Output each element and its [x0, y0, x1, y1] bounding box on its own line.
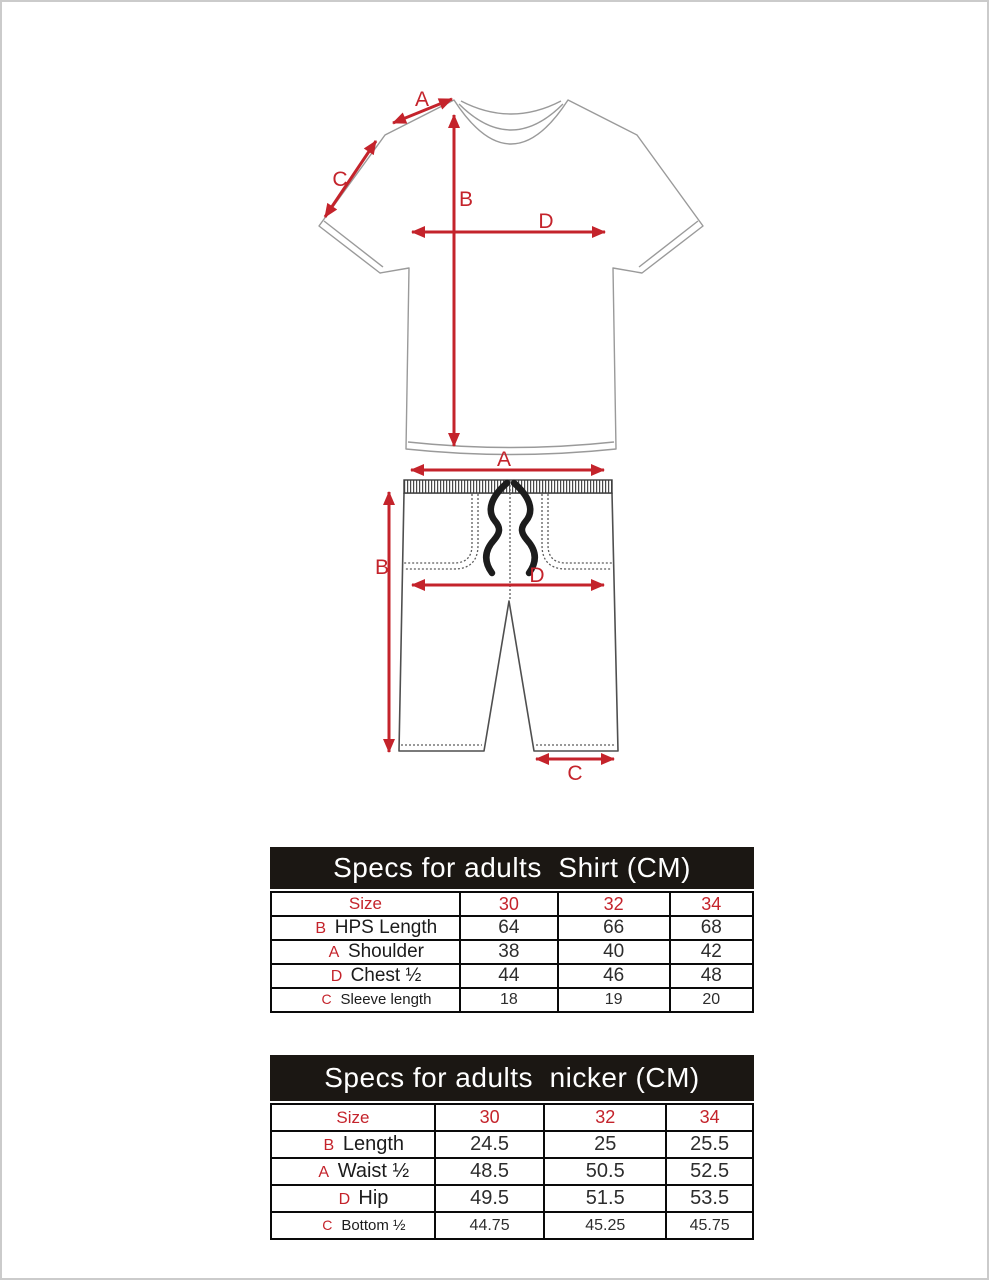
value-cell: 40: [558, 940, 670, 964]
measure-name: Waist ½: [337, 1160, 410, 1182]
table-row: [271, 1212, 753, 1239]
row-label-cell: [271, 1185, 435, 1212]
nicker-drawing: [399, 480, 618, 751]
value-cell: 24.5: [435, 1131, 544, 1158]
value-cell: 49.5: [435, 1185, 544, 1212]
value-cell: 42: [670, 940, 753, 964]
row-label-cell: [271, 916, 460, 940]
value-cell: 44: [460, 964, 558, 988]
value-cell: 25: [544, 1131, 666, 1158]
table-row: [271, 1104, 753, 1131]
measure-key: B: [315, 920, 327, 937]
shirt-label-b: B: [458, 188, 474, 211]
shirt-spec-table: [270, 847, 754, 1013]
value-cell: 38: [460, 940, 558, 964]
row-label-cell: [271, 940, 460, 964]
table-row: [271, 964, 753, 988]
nicker-spec-table: [270, 1055, 754, 1240]
table-row: [271, 916, 753, 940]
measure-key: B: [323, 1137, 335, 1154]
value-cell: 18: [460, 988, 558, 1012]
shirt-label-c: C: [332, 168, 348, 191]
measure-name: Sleeve length: [340, 991, 432, 1008]
shirt-table-title: Specs for adults Shirt (CM): [270, 847, 754, 889]
measure-key: C: [321, 991, 332, 1007]
nicker-label-d: D: [529, 564, 545, 587]
measure-name: Hip: [358, 1187, 389, 1209]
shirt-label-d: D: [538, 210, 554, 233]
measure-name: Bottom ½: [341, 1216, 406, 1234]
value-cell: 45.75: [666, 1212, 753, 1239]
size-header-cell: Size: [271, 892, 460, 916]
table-row: [271, 1131, 753, 1158]
value-cell: 64: [460, 916, 558, 940]
measure-name: Shoulder: [347, 941, 424, 962]
shirt-label-a: A: [414, 88, 430, 111]
nicker-label-c: C: [567, 762, 583, 785]
shirt-table-grid: [270, 891, 754, 1013]
measure-name: Length: [342, 1133, 405, 1155]
table-row: [271, 1158, 753, 1185]
row-label-cell: [271, 1158, 435, 1185]
size-col: 32: [544, 1104, 666, 1131]
value-cell: 66: [558, 916, 670, 940]
row-label-cell: [271, 1212, 435, 1239]
garment-diagram: [2, 2, 989, 832]
value-cell: 25.5: [666, 1131, 753, 1158]
value-cell: 45.25: [544, 1212, 666, 1239]
nicker-label-a: A: [496, 448, 512, 471]
size-col: 32: [558, 892, 670, 916]
size-col: 30: [460, 892, 558, 916]
nicker-table-grid: [270, 1103, 754, 1240]
value-cell: 51.5: [544, 1185, 666, 1212]
row-label-cell: [271, 1131, 435, 1158]
measure-key: A: [328, 944, 340, 961]
value-cell: 68: [670, 916, 753, 940]
measure-key: D: [330, 968, 343, 985]
value-cell: 48: [670, 964, 753, 988]
table-row: [271, 988, 753, 1012]
size-header-cell: Size: [271, 1104, 435, 1131]
value-cell: 48.5: [435, 1158, 544, 1185]
value-cell: 44.75: [435, 1212, 544, 1239]
row-label-cell: [271, 988, 460, 1012]
table-row: [271, 892, 753, 916]
size-col: 30: [435, 1104, 544, 1131]
measure-name: HPS Length: [334, 917, 438, 938]
value-cell: 20: [670, 988, 753, 1012]
measure-key: D: [338, 1191, 351, 1208]
measure-name: Chest ½: [350, 965, 422, 986]
value-cell: 52.5: [666, 1158, 753, 1185]
value-cell: 50.5: [544, 1158, 666, 1185]
size-col: 34: [666, 1104, 753, 1131]
size-col: 34: [670, 892, 753, 916]
table-row: [271, 1185, 753, 1212]
measure-key: A: [318, 1164, 330, 1181]
measure-key: C: [322, 1216, 333, 1233]
table-row: [271, 940, 753, 964]
nicker-table-title: Specs for adults nicker (CM): [270, 1055, 754, 1101]
value-cell: 46: [558, 964, 670, 988]
value-cell: 19: [558, 988, 670, 1012]
nicker-label-b: B: [374, 556, 390, 579]
tshirt-drawing: [319, 100, 703, 455]
row-label-cell: [271, 964, 460, 988]
value-cell: 53.5: [666, 1185, 753, 1212]
